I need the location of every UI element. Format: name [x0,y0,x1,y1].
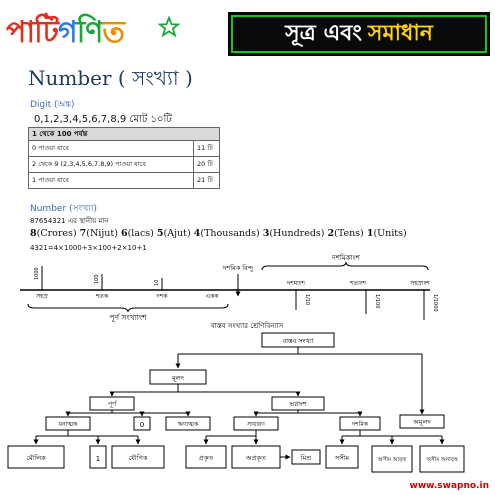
tree-label-integer: পূর্ণ [107,400,117,408]
tree-label-finite: সসীম [334,454,350,462]
logo-letter-4: ণি [76,15,103,50]
right-place-label: দশমাংশ [287,280,305,287]
digit-label: Digit (অঙ্ক) [30,100,75,110]
tree-label-improper: অপ্রকৃত [246,454,266,462]
footer-url: www.swapno.in [409,481,489,491]
tree-label-mixed: মিশ্র [300,454,312,462]
tree-label-positive: ধনাত্মক [58,421,78,428]
digit-count-table [28,127,220,189]
table-cell-value: 21 টি [194,173,220,189]
title-banner [228,12,490,56]
logo-letter-5: ত [102,15,124,50]
tree-label-fraction: ভগ্নাংশ [289,400,307,408]
number-label: Number (সংখ্যা) [30,204,97,214]
decimal-point-label: দশমিক বিন্দু [222,264,254,272]
table-cell-value: 20 টি [194,157,220,173]
logo-letter-2: টি [34,15,59,50]
unit-item: 3(Hundreds) [262,228,325,239]
digit-line: 0,1,2,3,4,5,6,7,8,9 মোট ১০টি [34,114,172,125]
unit-item: 8(Crores) [30,228,77,239]
logo [6,6,216,54]
right-mark: 1/10 [304,294,310,306]
tree-label-root: বাস্তব সংখ্যা [282,337,314,345]
place-value-line: 87654321 এর স্থানীয় মান [30,217,109,225]
tree-label-infinite-nonrecurring: অসীম অনাবৃত্ত [426,457,458,463]
left-place-label: শতক [95,293,109,300]
tree-label-negative: ঋণাত্মক [177,421,199,428]
tree-label-irrational: অমূলদ [413,418,431,426]
table-cell-value: 11 টি [194,141,220,157]
decimal-fraction-label: দশমিকাংশ [332,254,360,262]
tree-label-decimal: দশমিক [352,421,368,428]
tree-title: বাস্তব সংখ্যার শ্রেণিবিন্যাস [210,322,284,330]
expansion-line: 4321=4×1000+3×100+2×10+1 [30,244,147,252]
tree-label-composite: যৌগিক [128,454,148,462]
logo-text [6,8,124,59]
page-title: Number ( সংখ্যা ) [28,66,193,90]
tree-label-infinite-recurring: অসীম আবৃত্ত [377,457,407,463]
unit-item: 1(Units) [366,228,407,239]
left-place-label: সহস্র [36,293,48,300]
tree-label-common: সাধারণ [247,421,265,428]
right-mark: 1/1000 [432,294,438,312]
title-part-2: সমাধান [367,20,433,46]
left-mark: 10 [154,279,160,286]
integer-brace [28,304,228,312]
table-row [29,173,220,189]
unit-item: 2(Tens) [327,228,364,239]
star-icon [158,16,180,38]
units-line [30,228,407,239]
unit-item: 7(Nijut) [79,228,118,239]
table-row [29,141,220,157]
table-cell-label: 1 পাওয়া যাবে [29,173,194,189]
tree-label-rational: মূলদ [172,374,184,382]
table-header-row [29,128,220,141]
tree-label-one: 1 [95,455,101,463]
right-place-label: শতাংশ [350,280,366,287]
tree-label-prime: মৌলিক [26,454,46,462]
left-place-label: একক [205,293,219,300]
tree-label-proper: প্রকৃত [198,454,214,462]
right-mark: 1/100 [374,294,380,309]
unit-item: 5(Ajut) [156,228,191,239]
table-row [29,157,220,173]
right-place-label: সহস্রাংশ [410,280,430,287]
left-mark: 1000 [34,267,40,280]
table-cell-label: 0 পাওয়া যাবে [29,141,194,157]
left-mark: 100 [94,274,100,284]
table-cell-label: 2 থেকে 9 (2,3,4,5,6,7,8,9) পাওয়া যাবে [29,157,194,173]
unit-item: 6(lacs) [120,228,154,239]
number-diagram [0,250,495,495]
logo-letter-3: গ [58,15,77,50]
left-place-label: দশক [156,293,168,300]
table-header-cell: 1 থেকে 100 পর্যন্ত [29,128,220,141]
integer-part-label: পূর্ণ সংখ্যাংশ [109,313,147,322]
unit-item: 4(Thousands) [193,228,260,239]
title-part-1: সূত্র এবং [285,20,362,46]
decimal-brace [262,262,428,270]
logo-letter-1: পা [6,15,35,50]
tree-label-zero: 0 [139,421,145,429]
